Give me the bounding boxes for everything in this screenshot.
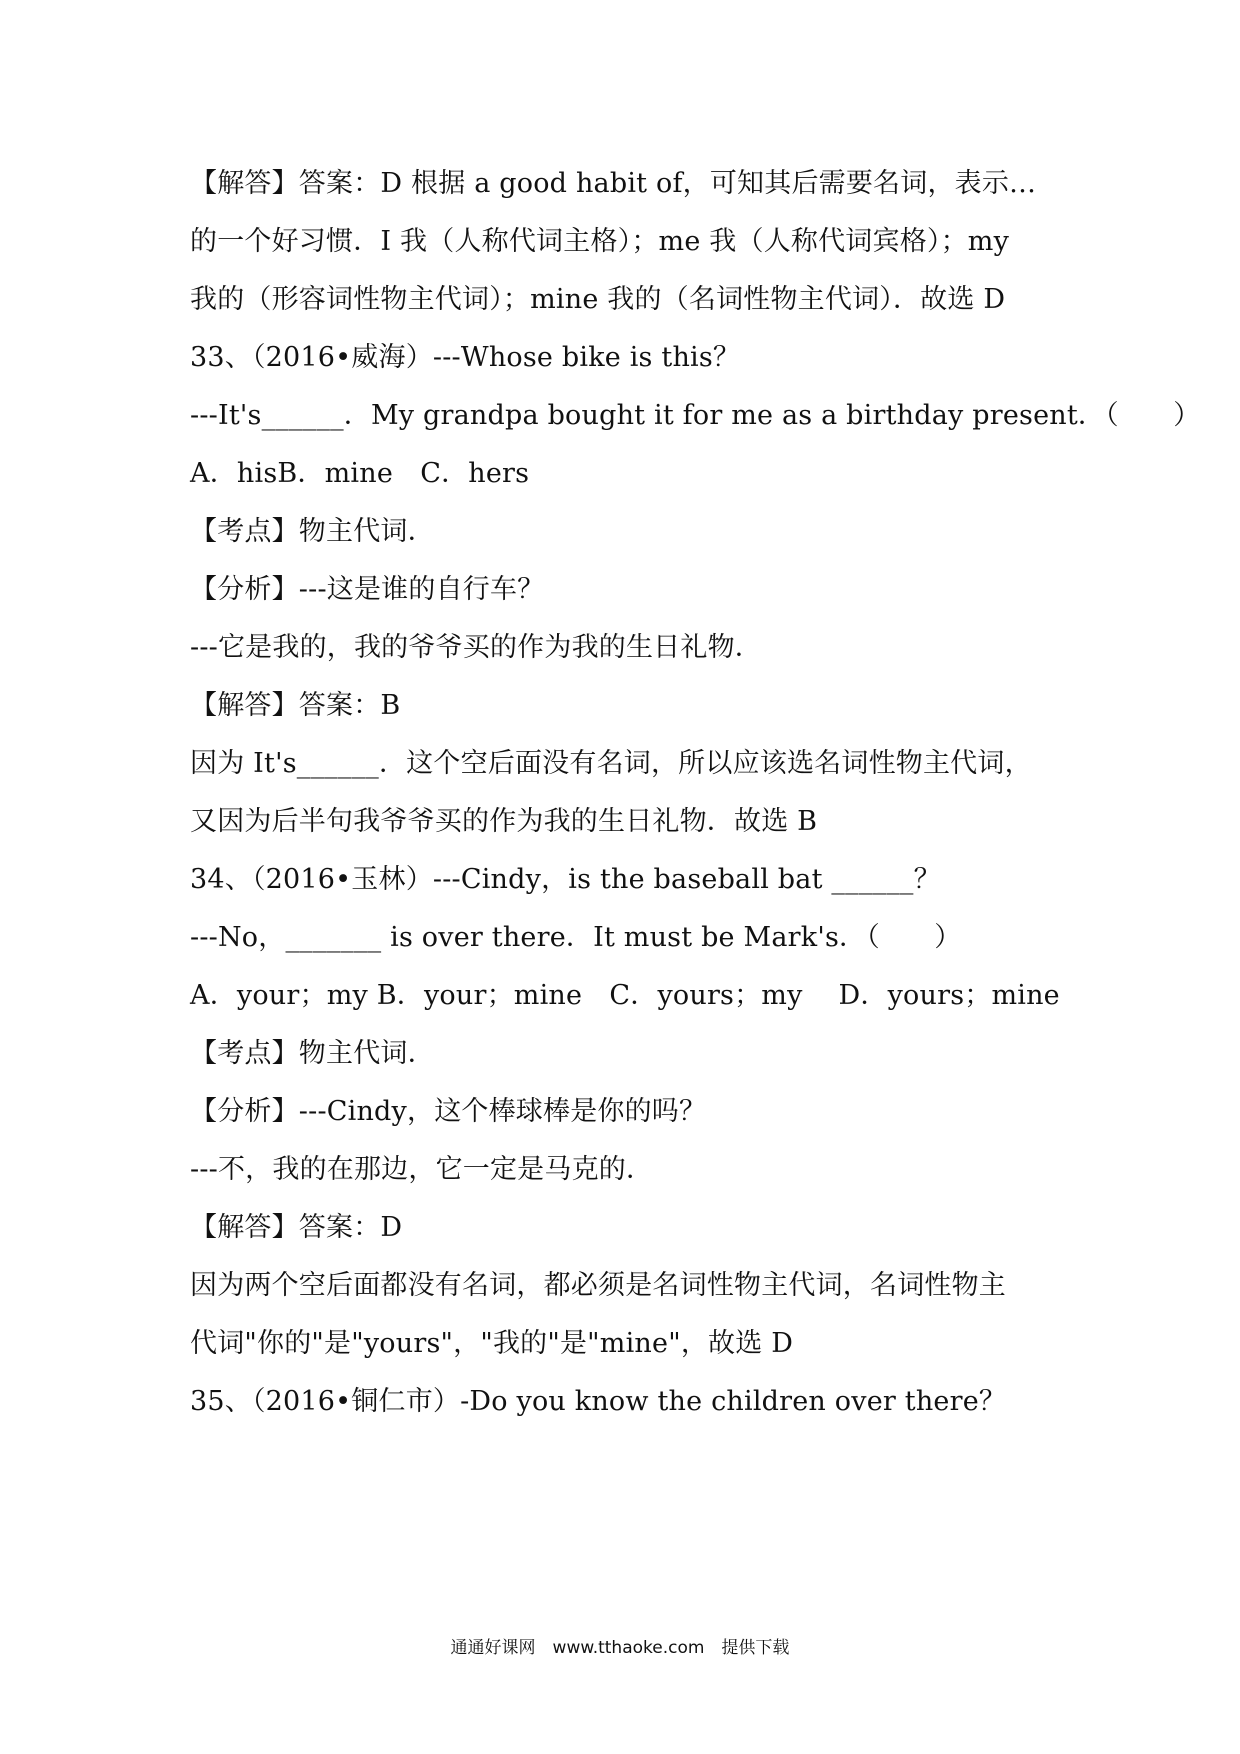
question-34-explanation-1: 因为两个空后面都没有名词，都必须是名词性物主代词，名词性物主 [190, 1270, 1006, 1301]
question-34-title: 34、（2016•玉林）---Cindy，is the baseball bat ______？ [190, 864, 941, 895]
question-34-prompt: ---No，_______ is over there．It must be Mark's．（ ） [190, 922, 962, 953]
question-33-answer: 【解答】答案：B [190, 690, 401, 721]
question-34-topic: 【考点】物主代词． [190, 1038, 435, 1069]
question-34-analysis-2: ---不，我的在那边，它一定是马克的． [190, 1154, 654, 1185]
question-33-prompt: ---It's______．My grandpa bought it for me as a birthday present．（ ） [190, 400, 1201, 431]
answer-line-32-2: 的一个好习惯．I 我（人称代词主格）；me 我（人称代词宾格）；my [190, 226, 1010, 257]
question-33-options: A．hisB．mine C．hers [190, 458, 530, 489]
answer-line-32-3: 我的（形容词性物主代词）；mine 我的（名词性物主代词）．故选 D [190, 284, 1006, 315]
question-33-analysis-1: 【分析】---这是谁的自行车？ [190, 574, 545, 605]
question-33-title: 33、（2016•威海）---Whose bike is this？ [190, 342, 741, 373]
page-footer: 通通好课网 www.tthaoke.com 提供下载 [450, 1638, 790, 1658]
question-35-title: 35、（2016•铜仁市）-Do you know the children over there？ [190, 1386, 1007, 1417]
question-33-topic: 【考点】物主代词． [190, 516, 435, 547]
question-33-analysis-2: ---它是我的，我的爷爷买的作为我的生日礼物． [190, 632, 762, 663]
question-34-explanation-2: 代词"你的"是"yours"，"我的"是"mine"，故选 D [190, 1328, 794, 1359]
question-34-analysis-1: 【分析】---Cindy，这个棒球棒是你的吗？ [190, 1096, 707, 1127]
question-33-explanation-2: 又因为后半句我爷爷买的作为我的生日礼物．故选 B [190, 806, 818, 837]
answer-line-32-1: 【解答】答案：D 根据 a good habit of，可知其后需要名词，表示… [190, 168, 1037, 199]
question-34-options: A．your；my B．your；mine C．yours；my D．yours；mine [190, 980, 1060, 1011]
question-33-explanation-1: 因为 It's______．这个空后面没有名词，所以应该选名词性物主代词， [190, 748, 1032, 779]
question-34-answer: 【解答】答案：D [190, 1212, 403, 1243]
